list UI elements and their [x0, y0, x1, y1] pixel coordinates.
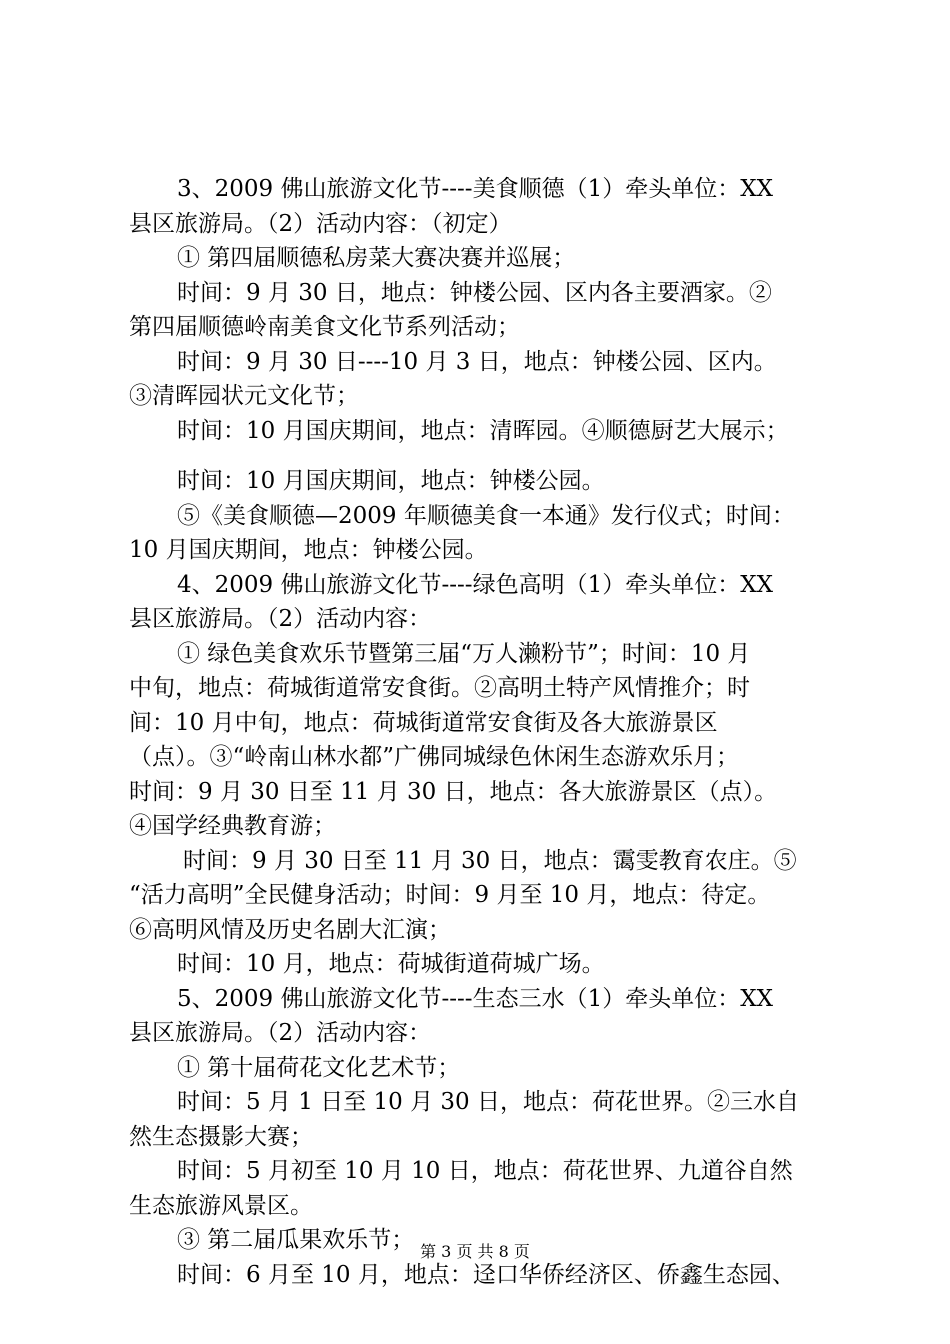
text-line: “活力高明”全民健身活动；时间：9 月至 10 月，地点：待定。 [129, 882, 771, 908]
text-line: 时间：5 月初至 10 月 10 日，地点：荷花世界、九道谷自然 [177, 1158, 793, 1184]
text-line: 3、2009 佛山旅游文化节----美食顺德（1）牵头单位：XX [177, 176, 773, 202]
text-line: 间：10 月中旬，地点：荷城街道常安食街及各大旅游景区 [129, 709, 718, 736]
text-line: ④国学经典教育游； [129, 813, 336, 839]
page-footer [0, 1242, 950, 1262]
text-line: 县区旅游局。（2）活动内容：（初定） [129, 210, 512, 237]
text-line: 时间：10 月，地点：荷城街道荷城广场。 [177, 951, 605, 977]
text-line: ⑥高明风情及历史名剧大汇演； [129, 916, 451, 943]
text-line: 然生态摄影大赛； [129, 1123, 313, 1150]
text-line: 生态旅游风景区。 [129, 1192, 313, 1219]
text-line: ① 第十届荷花文化艺术节； [177, 1054, 461, 1081]
text-line: 县区旅游局。（2）活动内容： [129, 1020, 432, 1046]
page-number: 第 3 页 共 8 页 [420, 1242, 530, 1261]
document-body [129, 172, 835, 1292]
text-line: 时间：9 月 30 日至 11 月 30 日，地点：各大旅游景区（点）。 [129, 778, 778, 805]
text-line: 时间：9 月 30 日，地点：钟楼公园、区内各主要酒家。② [177, 279, 772, 306]
text-line: 时间：10 月国庆期间，地点：钟楼公园。 [177, 468, 605, 494]
text-line: 时间：10 月国庆期间，地点：清晖园。④顺德厨艺大展示； [177, 417, 789, 444]
text-line: 时间：6 月至 10 月，地点：迳口华侨经济区、侨鑫生态园、 [177, 1261, 795, 1288]
text-line: 时间：5 月 1 日至 10 月 30 日，地点：荷花世界。②三水自 [177, 1089, 799, 1115]
text-line: 县区旅游局。（2）活动内容： [129, 606, 432, 632]
text-line: 4、2009 佛山旅游文化节----绿色高明（1）牵头单位：XX [177, 571, 773, 598]
paragraph-gap [129, 448, 835, 464]
text-line: ③ 第二届瓜果欢乐节； [177, 1227, 415, 1253]
text-line: ⑤《美食顺德—2009 年顺德美食一本通》发行仪式；时间： [177, 502, 795, 529]
text-line: 第四届顺德岭南美食文化节系列活动； [129, 314, 520, 340]
text-line: 时间：9 月 30 日至 11 月 30 日，地点：霭雯教育农庄。⑤ [183, 847, 797, 874]
text-line: ① 第四届顺德私房菜大赛决赛并巡展； [177, 245, 576, 271]
text-line: 10 月国庆期间，地点：钟楼公园。 [129, 537, 488, 563]
text-line: 5、2009 佛山旅游文化节----生态三水（1）牵头单位：XX [177, 985, 773, 1012]
text-line: 时间：9 月 30 日----10 月 3 日，地点：钟楼公园、区内。 [177, 348, 777, 375]
text-line: ① 绿色美食欢乐节暨第三届“万人濑粉节”；时间：10 月 [177, 640, 751, 667]
text-line: 中旬，地点：荷城街道常安食街。②高明土特产风情推介；时 [129, 675, 750, 701]
text-line: ③清晖园状元文化节； [129, 383, 359, 409]
text-line: （点）。③“岭南山林水都”广佛同城绿色休闲生态游欢乐月； [129, 744, 740, 770]
